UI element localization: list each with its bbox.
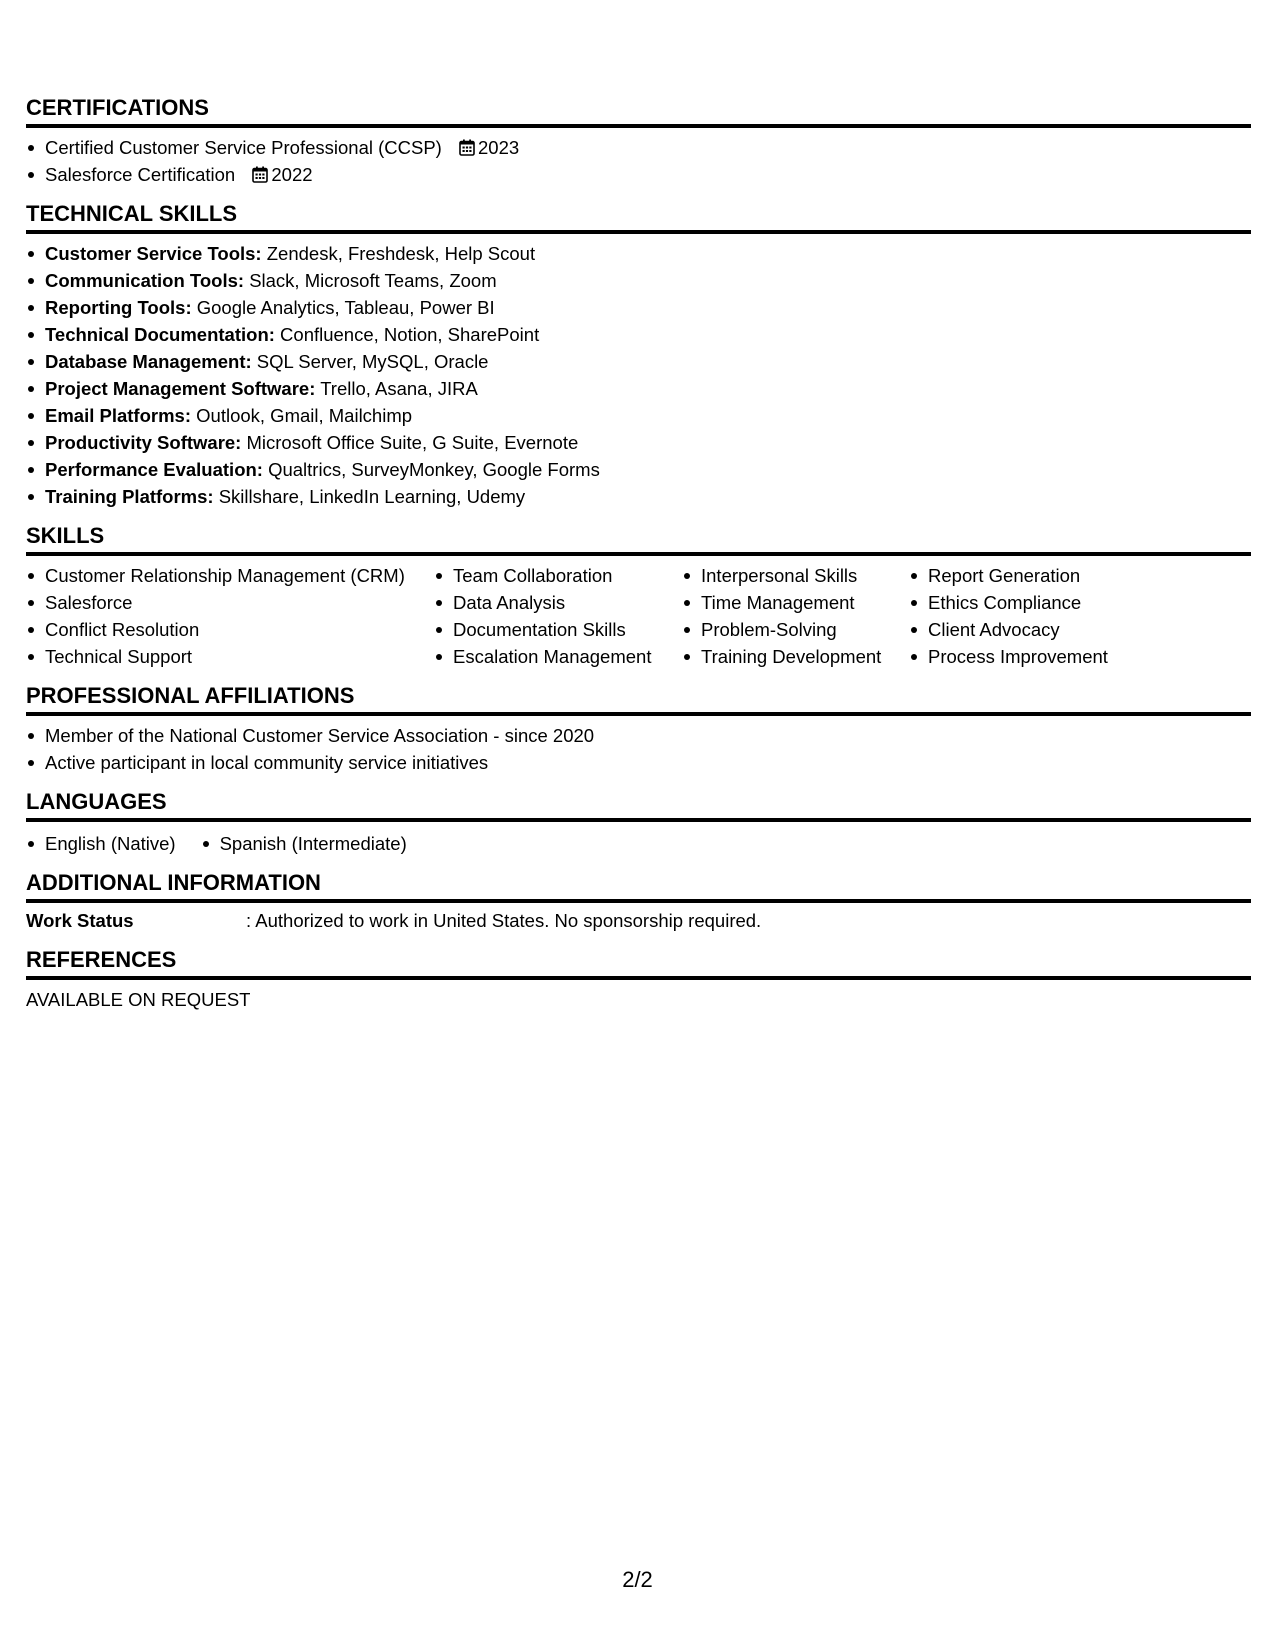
skills-heading: SKILLS xyxy=(26,524,1251,556)
resume-content xyxy=(26,96,1251,1027)
skills-column xyxy=(682,562,909,670)
skill-item: Conflict Resolution xyxy=(26,616,434,643)
skill-item: Problem-Solving xyxy=(682,616,909,643)
language-item: Spanish (Intermediate) xyxy=(201,830,407,857)
technical-skill-value: Outlook, Gmail, Mailchimp xyxy=(196,405,413,426)
affiliation-item: Active participant in local community service initiatives xyxy=(26,749,1251,776)
certification-year: 2023 xyxy=(478,137,520,158)
technical-skills-section xyxy=(26,202,1251,510)
affiliations-section xyxy=(26,684,1251,776)
technical-skill-label: Training Platforms: xyxy=(45,486,214,507)
technical-skill-item xyxy=(26,321,1251,348)
technical-skill-item xyxy=(26,267,1251,294)
technical-skill-value: Confluence, Notion, SharePoint xyxy=(280,324,540,345)
skill-item: Interpersonal Skills xyxy=(682,562,909,589)
skills-column xyxy=(909,562,1149,670)
affiliations-heading: PROFESSIONAL AFFILIATIONS xyxy=(26,684,1251,716)
work-status-value: : Authorized to work in United States. No sponsorship required. xyxy=(246,910,762,931)
languages-row xyxy=(26,830,1251,857)
technical-skill-label: Database Management: xyxy=(45,351,252,372)
technical-skill-label: Communication Tools: xyxy=(45,270,245,291)
technical-skills-list xyxy=(26,240,1251,510)
additional-info-section xyxy=(26,871,1251,934)
technical-skill-item xyxy=(26,375,1251,402)
work-status-label: Work Status xyxy=(26,910,134,931)
additional-info-heading: ADDITIONAL INFORMATION xyxy=(26,871,1251,903)
references-text: AVAILABLE ON REQUEST xyxy=(26,989,251,1010)
technical-skill-label: Performance Evaluation: xyxy=(45,459,263,480)
technical-skills-heading: TECHNICAL SKILLS xyxy=(26,202,1251,234)
skill-item: Customer Relationship Management (CRM) xyxy=(26,562,434,589)
skill-item: Time Management xyxy=(682,589,909,616)
certifications-section xyxy=(26,96,1251,188)
certifications-list xyxy=(26,134,1251,188)
technical-skill-item xyxy=(26,483,1251,510)
technical-skill-label: Customer Service Tools: xyxy=(45,243,262,264)
calendar-icon xyxy=(252,166,268,183)
technical-skill-item xyxy=(26,348,1251,375)
technical-skill-label: Reporting Tools: xyxy=(45,297,192,318)
skill-item: Salesforce xyxy=(26,589,434,616)
skill-item: Data Analysis xyxy=(434,589,682,616)
languages-list xyxy=(26,830,432,857)
technical-skill-value: Skillshare, LinkedIn Learning, Udemy xyxy=(218,486,526,507)
certification-year: 2022 xyxy=(271,164,313,185)
technical-skill-value: Google Analytics, Tableau, Power BI xyxy=(196,297,495,318)
skill-item: Process Improvement xyxy=(909,643,1149,670)
calendar-icon xyxy=(459,139,475,156)
technical-skill-item xyxy=(26,429,1251,456)
technical-skill-value: Slack, Microsoft Teams, Zoom xyxy=(249,270,497,291)
technical-skill-value: Trello, Asana, JIRA xyxy=(320,378,478,399)
technical-skill-item xyxy=(26,456,1251,483)
technical-skill-item xyxy=(26,402,1251,429)
language-item: English (Native) xyxy=(26,830,176,857)
certifications-heading: CERTIFICATIONS xyxy=(26,96,1251,128)
skills-column xyxy=(26,562,434,670)
skill-item: Client Advocacy xyxy=(909,616,1149,643)
technical-skill-value: Microsoft Office Suite, G Suite, Evernote xyxy=(246,432,579,453)
references-section xyxy=(26,948,1251,1013)
skill-item: Technical Support xyxy=(26,643,434,670)
technical-skill-label: Email Platforms: xyxy=(45,405,191,426)
technical-skill-label: Technical Documentation: xyxy=(45,324,275,345)
skill-item: Documentation Skills xyxy=(434,616,682,643)
certification-item xyxy=(26,134,1251,161)
technical-skill-value: Qualtrics, SurveyMonkey, Google Forms xyxy=(268,459,600,480)
skills-column xyxy=(434,562,682,670)
skills-section xyxy=(26,524,1251,670)
affiliations-list xyxy=(26,722,1251,776)
skill-item: Team Collaboration xyxy=(434,562,682,589)
skill-item: Training Development xyxy=(682,643,909,670)
technical-skill-label: Productivity Software: xyxy=(45,432,242,453)
certification-item xyxy=(26,161,1251,188)
work-status-row xyxy=(26,907,1251,934)
technical-skill-label: Project Management Software: xyxy=(45,378,316,399)
technical-skill-value: Zendesk, Freshdesk, Help Scout xyxy=(266,243,536,264)
page-number: 2/2 xyxy=(622,1567,653,1592)
languages-section xyxy=(26,790,1251,857)
certification-name: Salesforce Certification xyxy=(45,164,236,185)
skill-item: Escalation Management xyxy=(434,643,682,670)
references-heading: REFERENCES xyxy=(26,948,1251,980)
skills-grid xyxy=(26,562,1251,670)
languages-heading: LANGUAGES xyxy=(26,790,1251,822)
skill-item: Ethics Compliance xyxy=(909,589,1149,616)
technical-skill-item xyxy=(26,240,1251,267)
technical-skill-item xyxy=(26,294,1251,321)
certification-name: Certified Customer Service Professional (CCSP) xyxy=(45,137,442,158)
skill-item: Report Generation xyxy=(909,562,1149,589)
technical-skill-value: SQL Server, MySQL, Oracle xyxy=(256,351,489,372)
affiliation-item: Member of the National Customer Service Association - since 2020 xyxy=(26,722,1251,749)
